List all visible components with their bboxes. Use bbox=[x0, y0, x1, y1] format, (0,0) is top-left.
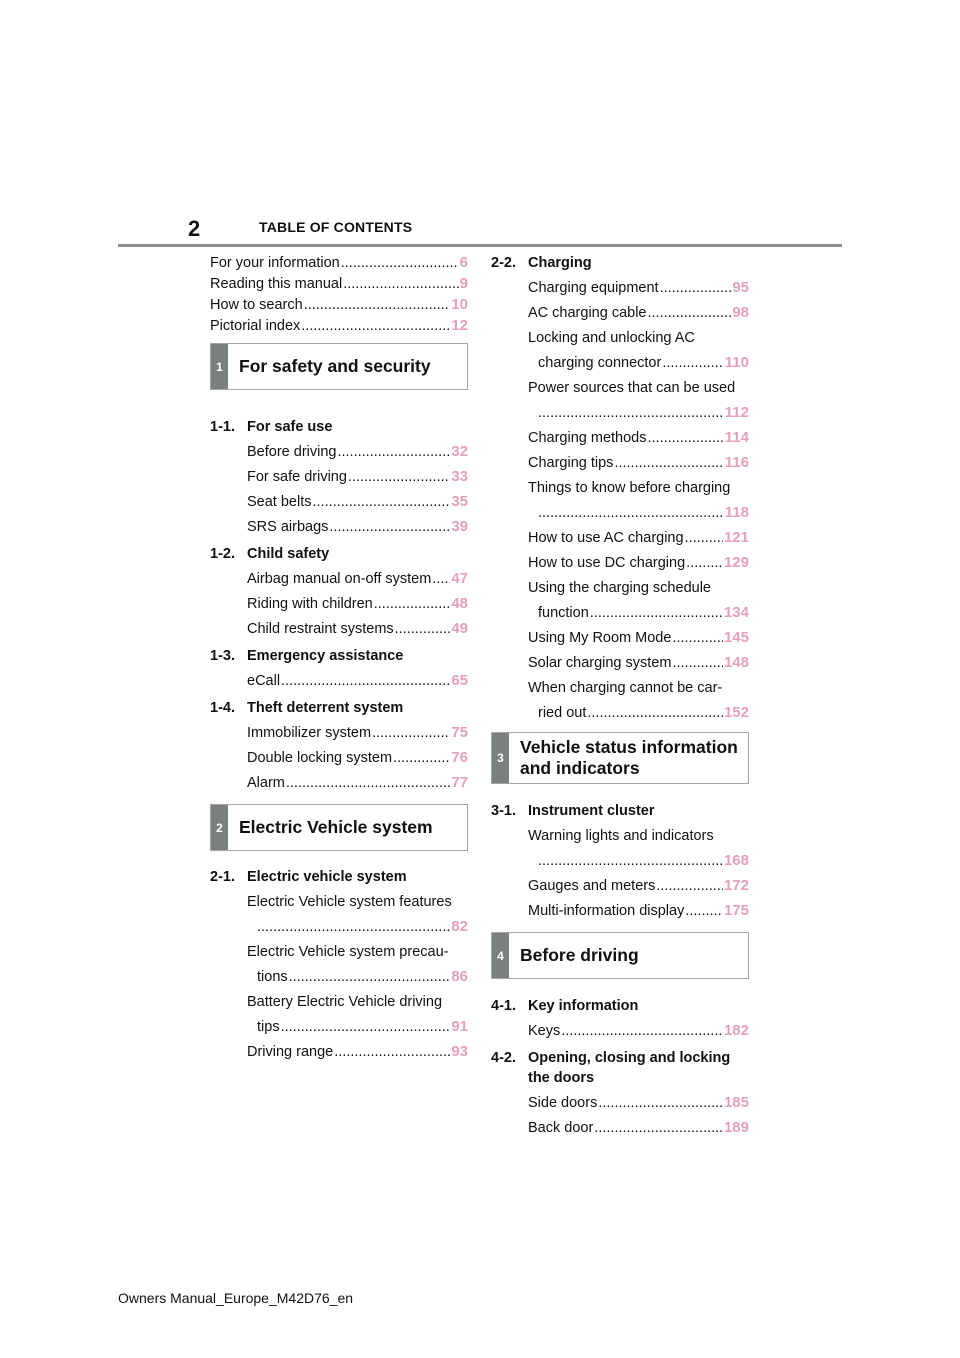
section-tab-2: 2 bbox=[211, 805, 228, 850]
page-link[interactable]: 129 bbox=[723, 554, 749, 571]
page-link[interactable]: 110 bbox=[724, 354, 749, 371]
toc-entry[interactable]: eCall ..... 65 bbox=[247, 671, 468, 691]
page-link[interactable]: 116 bbox=[724, 454, 749, 471]
toc-entry[interactable]: SRS airbags ..... 39 bbox=[247, 517, 468, 537]
toc-entry[interactable]: Multi-information display ..... 175 bbox=[528, 901, 749, 921]
page-link[interactable]: 189 bbox=[723, 1119, 749, 1136]
subsection-1-4[interactable]: 1-4. Theft deterrent system bbox=[210, 700, 404, 716]
toc-entry[interactable]: Electric Vehicle system features ..... 82 bbox=[247, 892, 468, 937]
toc-entry[interactable]: Keys ..... 182 bbox=[528, 1021, 749, 1041]
subsection-4-1[interactable]: 4-1. Key information bbox=[491, 998, 639, 1014]
page-link[interactable]: 12 bbox=[451, 317, 468, 334]
page-link[interactable]: 118 bbox=[724, 504, 749, 521]
page-link[interactable]: 76 bbox=[451, 749, 468, 766]
toc-entry-intro-2[interactable]: How to search ..... 10 bbox=[210, 295, 468, 316]
section-tab-1: 1 bbox=[211, 344, 228, 389]
page-link[interactable]: 95 bbox=[732, 279, 749, 296]
page-link[interactable]: 168 bbox=[723, 852, 749, 869]
toc-entry[interactable]: Alarm ..... 77 bbox=[247, 773, 468, 793]
toc-entry[interactable]: Charging methods ..... 114 bbox=[528, 428, 749, 448]
section-header-4[interactable]: 4 Before driving bbox=[491, 932, 749, 979]
page-link[interactable]: 86 bbox=[451, 968, 468, 985]
toc-right-column bbox=[491, 253, 749, 1138]
toc-entry[interactable]: Child restraint systems ..... 49 bbox=[247, 619, 468, 639]
page-number: 2 bbox=[188, 216, 201, 241]
toc-entry[interactable]: Solar charging system ..... 148 bbox=[528, 653, 749, 673]
page-link[interactable]: 39 bbox=[451, 518, 468, 535]
page-link[interactable]: 82 bbox=[451, 918, 468, 935]
subsection-2-1[interactable]: 2-1. Electric vehicle system bbox=[210, 869, 407, 885]
toc-entry[interactable]: How to use DC charging ..... 129 bbox=[528, 553, 749, 573]
toc-entry-intro-3[interactable]: Pictorial index ..... 12 bbox=[210, 316, 468, 337]
toc-entry[interactable]: Using My Room Mode ..... 145 bbox=[528, 628, 749, 648]
subsection-3-1[interactable]: 3-1. Instrument cluster bbox=[491, 803, 655, 819]
toc-entry[interactable]: Warning lights and indicators ..... 168 bbox=[528, 826, 749, 871]
page-link[interactable]: 33 bbox=[451, 468, 468, 485]
page-link[interactable]: 112 bbox=[724, 404, 749, 421]
toc-entry-intro-0[interactable]: For your information ..... 6 bbox=[210, 253, 468, 274]
page-link[interactable]: 75 bbox=[451, 724, 468, 741]
toc-entry[interactable]: Using the charging schedule function ..... 134 bbox=[528, 578, 749, 623]
toc-entry[interactable]: Driving range ..... 93 bbox=[247, 1042, 468, 1062]
section-tab-4: 4 bbox=[492, 933, 509, 978]
toc-entry-intro-1[interactable]: Reading this manual ..... 9 bbox=[210, 274, 468, 295]
page-link[interactable]: 6 bbox=[459, 254, 468, 271]
toc-entry[interactable]: Before driving ..... 32 bbox=[247, 442, 468, 462]
toc-entry[interactable]: For safe driving ..... 33 bbox=[247, 467, 468, 487]
toc-entry[interactable]: Electric Vehicle system precau- tions ..... 86 bbox=[247, 942, 468, 987]
page-link[interactable]: 175 bbox=[723, 902, 749, 919]
subsection-4-2[interactable]: 4-2. Opening, closing and locking the doors bbox=[491, 1050, 731, 1086]
toc-entry[interactable]: Seat belts ..... 35 bbox=[247, 492, 468, 512]
page-link[interactable]: 185 bbox=[723, 1094, 749, 1111]
subsection-1-3[interactable]: 1-3. Emergency assistance bbox=[210, 648, 404, 664]
page-link[interactable]: 152 bbox=[723, 704, 749, 721]
toc-left-column bbox=[210, 253, 468, 1062]
toc-entry[interactable]: Riding with children ..... 48 bbox=[247, 594, 468, 614]
toc-entry[interactable]: Gauges and meters ..... 172 bbox=[528, 876, 749, 896]
toc-entry[interactable]: Locking and unlocking AC charging connector ..... 110 bbox=[528, 328, 749, 373]
page-link[interactable]: 182 bbox=[723, 1022, 749, 1039]
page-link[interactable]: 65 bbox=[451, 672, 468, 689]
section-header-1[interactable]: 1 For safety and security bbox=[210, 343, 468, 390]
page-link[interactable]: 35 bbox=[451, 493, 468, 510]
page-link[interactable]: 9 bbox=[459, 275, 468, 292]
toc-entry[interactable]: Power sources that can be used ..... 112 bbox=[528, 378, 749, 423]
page-link[interactable]: 32 bbox=[451, 443, 468, 460]
header-rule bbox=[118, 244, 842, 247]
subsection-1-1[interactable]: 1-1. For safe use bbox=[210, 419, 333, 435]
toc-entry[interactable]: Battery Electric Vehicle driving tips ..... 91 bbox=[247, 992, 468, 1037]
section-header-2[interactable]: 2 Electric Vehicle system bbox=[210, 804, 468, 851]
toc-entry[interactable]: How to use AC charging ..... 121 bbox=[528, 528, 749, 548]
toc-entry[interactable]: Charging tips ..... 116 bbox=[528, 453, 749, 473]
section-header-3[interactable]: 3 Vehicle status information and indicators bbox=[491, 732, 749, 784]
footer-text: Owners Manual_Europe_M42D76_en bbox=[118, 1290, 354, 1306]
intro-list bbox=[210, 253, 468, 337]
page-link[interactable]: 114 bbox=[724, 429, 749, 446]
page-link[interactable]: 77 bbox=[451, 774, 468, 791]
toc-entry[interactable]: When charging cannot be car- ried out ..... 152 bbox=[528, 678, 749, 723]
subsection-2-2[interactable]: 2-2. Charging bbox=[491, 255, 592, 271]
toc-entry[interactable]: Things to know before charging ..... 118 bbox=[528, 478, 749, 523]
subsection-1-2[interactable]: 1-2. Child safety bbox=[210, 546, 330, 562]
toc-entry[interactable]: Charging equipment ..... 95 bbox=[528, 278, 749, 298]
page-link[interactable]: 121 bbox=[723, 529, 749, 546]
page-link[interactable]: 145 bbox=[723, 629, 749, 646]
page-link[interactable]: 93 bbox=[451, 1043, 468, 1060]
toc-entry[interactable]: Back door ..... 189 bbox=[528, 1118, 749, 1138]
page-title: TABLE OF CONTENTS bbox=[259, 219, 413, 235]
page-link[interactable]: 98 bbox=[732, 304, 749, 321]
page-link[interactable]: 48 bbox=[451, 595, 468, 612]
page-link[interactable]: 10 bbox=[451, 296, 468, 313]
toc-entry[interactable]: Double locking system ..... 76 bbox=[247, 748, 468, 768]
page-link[interactable]: 49 bbox=[451, 620, 468, 637]
toc-entry[interactable]: Airbag manual on-off system ..... 47 bbox=[247, 569, 468, 589]
page-link[interactable]: 172 bbox=[723, 877, 749, 894]
page-link[interactable]: 91 bbox=[451, 1018, 468, 1035]
page-link[interactable]: 134 bbox=[723, 604, 749, 621]
page-link[interactable]: 148 bbox=[723, 654, 749, 671]
page-link[interactable]: 47 bbox=[451, 570, 468, 587]
toc-entry[interactable]: Side doors ..... 185 bbox=[528, 1093, 749, 1113]
section-tab-3: 3 bbox=[492, 733, 509, 783]
toc-entry[interactable]: Immobilizer system ..... 75 bbox=[247, 723, 468, 743]
toc-entry[interactable]: AC charging cable ..... 98 bbox=[528, 303, 749, 323]
